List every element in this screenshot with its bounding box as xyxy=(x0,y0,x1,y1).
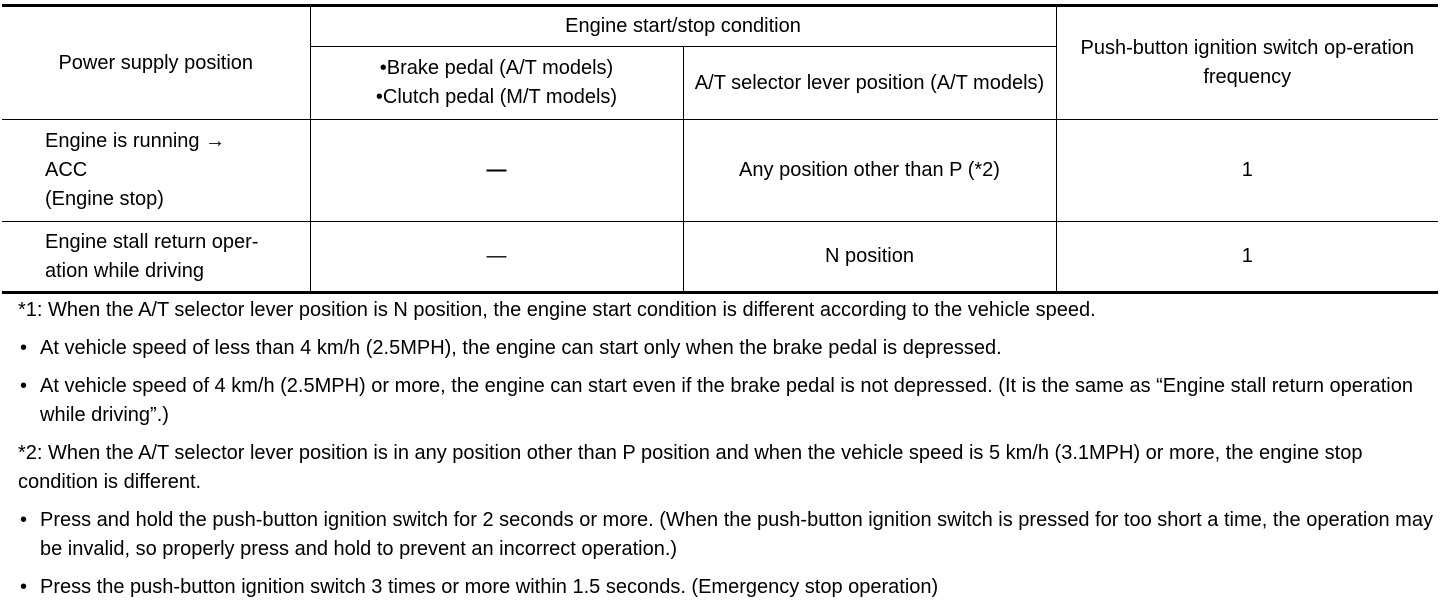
header-frequency: Push-button ignition switch op-eration frequency xyxy=(1056,6,1438,120)
row-2-position-line-1: Engine stall return oper- xyxy=(45,230,259,253)
table-row xyxy=(2,120,1438,222)
header-power-supply-position: Power supply position xyxy=(2,6,310,120)
header-pedal xyxy=(310,47,683,120)
footnote-2-bullet-1 xyxy=(18,506,1438,564)
row-1-frequency: 1 xyxy=(1056,120,1438,222)
footnote-1-bullet-2 xyxy=(18,372,1438,430)
row-2-pedal: — xyxy=(310,222,683,293)
row-1-position-line-3: (Engine stop) xyxy=(45,188,164,210)
bullet-icon: • xyxy=(20,375,28,397)
bullet-icon: • xyxy=(20,509,28,531)
table-row xyxy=(2,222,1438,293)
footnote-2: *2: When the A/T selector lever position is in any position other than P position and when the vehicle speed is 5 km/h (3.1MPH) or more, the engine stop condition is different. xyxy=(18,442,1363,493)
row-2-frequency: 1 xyxy=(1056,222,1438,293)
footnote-1-bullet-1-text: At vehicle speed of less than 4 km/h (2.5MPH), the engine can start only when the brake pedal is depressed. xyxy=(40,337,1002,359)
header-engine-condition: Engine start/stop condition xyxy=(310,6,1056,47)
footnote-2-bullet-2-text: Press the push-button ignition switch 3 times or more within 1.5 seconds. (Emergency stop operation) xyxy=(40,576,939,598)
header-row-1 xyxy=(2,6,1438,47)
row-1-selector: Any position other than P (*2) xyxy=(683,120,1056,222)
row-1-position xyxy=(2,120,310,222)
row-2-position xyxy=(2,222,310,293)
header-pedal-line-1: •Brake pedal (A/T models) xyxy=(379,57,614,79)
footnotes xyxy=(18,296,1438,602)
footnote-1-bullet-2-text: At vehicle speed of 4 km/h (2.5MPH) or more, the engine can start even if the brake pedal is not depressed. (It is the same as “Engine stall return operation while driving”.) xyxy=(40,375,1413,426)
footnote-1-bullet-1 xyxy=(18,334,1438,363)
bullet-icon: • xyxy=(20,337,28,359)
footnote-2-bullet-1-text: Press and hold the push-button ignition switch for 2 seconds or more. (When the push-button ignition switch is pressed for too short a time, the operation may be invalid, so properly press and hold to prevent an incorrect operation.) xyxy=(40,509,1433,560)
row-1-position-line-1: Engine is running → xyxy=(45,130,226,152)
row-2-position-line-2: ation while driving xyxy=(45,259,204,282)
bullet-icon: • xyxy=(20,576,28,598)
engine-condition-table xyxy=(2,4,1438,294)
footnote-1: *1: When the A/T selector lever position is N position, the engine start condition is different according to the vehicle speed. xyxy=(18,299,1096,321)
row-1-position-line-2: ACC xyxy=(45,159,88,181)
row-2-selector: N position xyxy=(683,222,1056,293)
header-pedal-line-2: •Clutch pedal (M/T models) xyxy=(375,86,618,108)
footnote-2-bullet-2 xyxy=(18,573,1438,602)
header-selector-position: A/T selector lever position (A/T models) xyxy=(683,47,1056,120)
row-1-pedal: — xyxy=(310,120,683,222)
